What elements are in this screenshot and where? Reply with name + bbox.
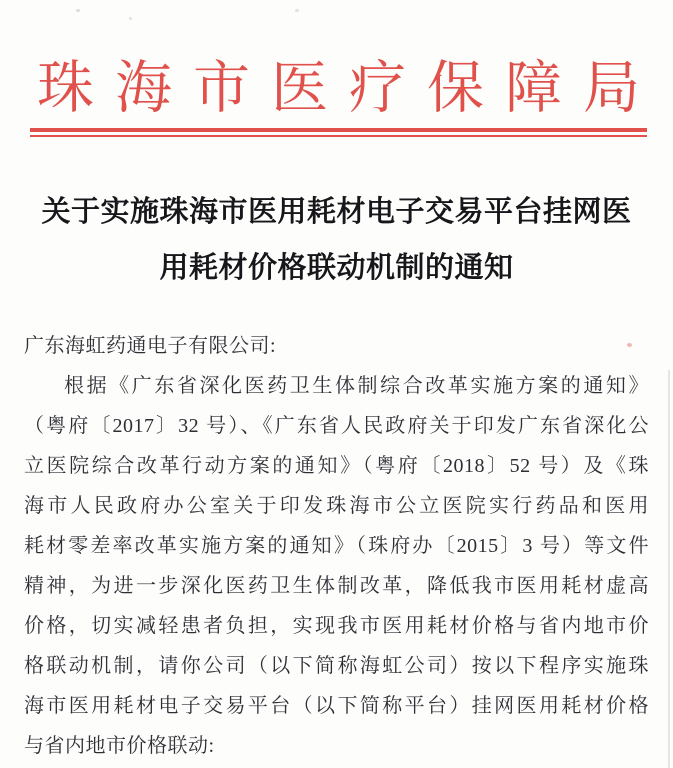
paragraph xyxy=(24,366,649,766)
paragraph-line: 格联动机制，请你公司（以下简称海虹公司）按以下程序实施珠 xyxy=(24,655,649,677)
paragraph-line: 与省内地市价格联动: xyxy=(24,735,215,757)
salutation-line: 广东海虹药通电子有限公司: xyxy=(24,335,277,357)
document-title-line-1: 关于实施珠海市医用耗材电子交易平台挂网医 xyxy=(41,196,632,228)
scan-speck xyxy=(295,9,299,12)
paragraph-line: 耗材零差率改革实施方案的通知》（珠府办〔2015〕3 号）等文件 xyxy=(24,535,649,557)
scan-edge-shadow xyxy=(668,370,670,768)
paragraph-line: 价格，切实减轻患者负担，实现我市医用耗材价格与省内地市价 xyxy=(24,615,649,637)
document-body xyxy=(24,326,649,768)
letterhead-divider-rule xyxy=(30,128,647,137)
paragraph-line: 立医院综合改革行动方案的通知》（粤府〔2018〕52 号）及《珠 xyxy=(24,455,649,477)
paragraph-line: （粤府〔2017〕32 号）、《广东省人民政府关于印发广东省深化公 xyxy=(24,415,649,437)
scan-speck xyxy=(129,17,132,20)
paragraph-line: 海市人民政府办公室关于印发珠海市公立医院实行药品和医用 xyxy=(24,495,649,517)
paragraph-line: 精神，为进一步深化医药卫生体制改革，降低我市医用耗材虚高 xyxy=(24,575,649,597)
agency-letterhead: 珠 海 市 医 疗 保 障 局 xyxy=(37,57,640,120)
document-title xyxy=(10,184,663,296)
scan-speck xyxy=(76,9,80,12)
document-title-line-2: 用耗材价格联动机制的通知 xyxy=(159,252,514,284)
paragraph-line: 海市医用耗材电子交易平台（以下简称平台）挂网医用耗材价格 xyxy=(24,695,649,717)
scan-speck xyxy=(627,343,632,347)
paragraph-line: 根据《广东省深化医药卫生体制综合改革实施方案的通知》 xyxy=(64,375,649,397)
